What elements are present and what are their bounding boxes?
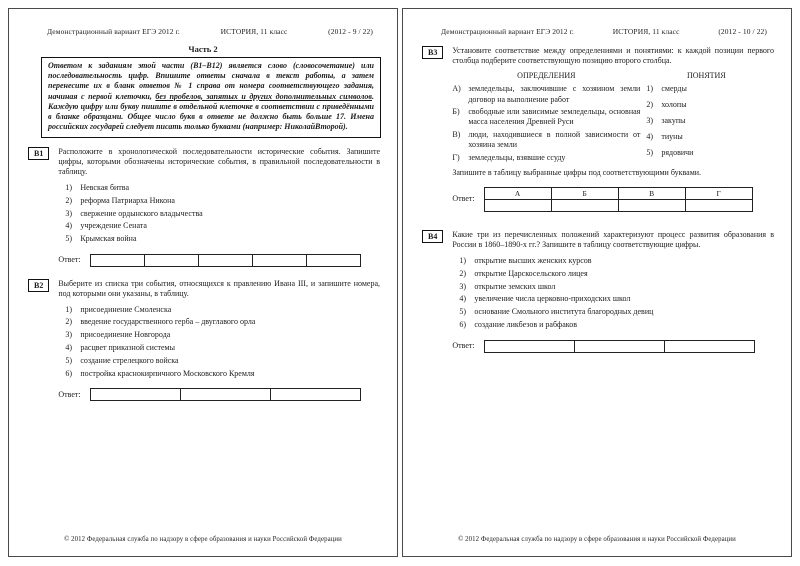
concept-text: закупы xyxy=(661,115,686,125)
option-item xyxy=(65,369,380,379)
answer-label: Ответ: xyxy=(58,255,81,265)
instructions-text-1: Ответом к заданиям этой части (В1–В12) является слово (словосочетание) или последовательность цифр. Впишите ответы сначала в текст работы, а затем перенесите их в бланк ответов № 1 справа от номера соответствующего задания, начиная с первой клеточки, xyxy=(48,61,374,101)
task-label-b4: В4 xyxy=(422,230,443,243)
option-number: 5) xyxy=(65,356,73,366)
answer-row-b1 xyxy=(58,254,380,267)
option-item xyxy=(65,234,380,244)
option-item xyxy=(65,343,380,353)
option-text: открытие высших женских курсов xyxy=(474,255,592,265)
task-label-b3: В3 xyxy=(422,46,443,59)
answer-cell xyxy=(484,200,551,212)
page-right xyxy=(402,8,792,557)
task-b2 xyxy=(9,279,397,402)
part-title: Часть 2 xyxy=(188,44,218,54)
definition-item xyxy=(452,130,640,151)
definition-text: земледельцы, взявшие ссуду xyxy=(468,152,566,162)
answer-table-b4 xyxy=(484,340,755,353)
concept-item xyxy=(646,116,774,126)
concept-item xyxy=(646,84,774,94)
answer-row-b3 xyxy=(452,187,774,212)
option-item xyxy=(65,305,380,315)
answer-row-b4 xyxy=(452,340,774,353)
concepts-list xyxy=(646,82,774,163)
option-item xyxy=(65,330,380,340)
option-item xyxy=(65,196,380,206)
answer-cell xyxy=(198,254,252,266)
match-columns xyxy=(452,82,774,163)
answer-header-cell: Г xyxy=(685,188,752,200)
answer-cell xyxy=(270,389,360,401)
option-text: свержение ордынского владычества xyxy=(80,208,203,218)
option-text: создание стрелецкого войска xyxy=(80,356,179,366)
option-text: Крымская война xyxy=(80,234,137,244)
option-text: увеличение числа церковно-приходских школ xyxy=(474,294,631,304)
concept-text: холопы xyxy=(661,100,687,110)
answer-label: Ответ: xyxy=(452,340,475,350)
answer-header-cell: А xyxy=(484,188,551,200)
instructions-underlined: без пробелов, запятых и других дополнительных символов xyxy=(155,91,372,101)
definition-letter: Г) xyxy=(452,152,460,162)
concept-number: 3) xyxy=(646,115,654,125)
task-b4-text: Какие три из перечисленных положений характеризуют процесс развития образования в России в 1860–1890-х гг.? Запишите в таблицу соответствующие цифры. xyxy=(452,230,774,250)
answer-header-cell: В xyxy=(618,188,685,200)
answer-cell xyxy=(574,340,664,352)
option-item xyxy=(65,183,380,193)
option-item xyxy=(65,356,380,366)
option-text: открытие Царскосельского лицея xyxy=(474,268,588,278)
option-number: 3) xyxy=(65,208,73,218)
definition-text: свободные или зависимые земледельцы, основная масса населения Древней Руси xyxy=(468,106,641,127)
concept-item xyxy=(646,148,774,158)
task-b1-options xyxy=(65,183,380,245)
concept-item xyxy=(646,132,774,142)
option-item xyxy=(459,320,774,330)
option-number: 1) xyxy=(65,182,73,192)
answer-cell xyxy=(664,340,754,352)
option-number: 2) xyxy=(65,317,73,327)
option-text: введение государственного герба – двуглавого орла xyxy=(80,317,256,327)
option-text: присоединение Новгорода xyxy=(80,330,171,340)
task-b2-options xyxy=(65,305,380,380)
option-text: основание Смольного института благородных девиц xyxy=(474,307,654,317)
task-label-b2: В2 xyxy=(28,279,49,292)
match-column-headers xyxy=(452,71,774,81)
definition-letter: Б) xyxy=(452,106,460,116)
concepts-header: ПОНЯТИЯ xyxy=(687,70,726,80)
variant-label: Демонстрационный вариант ЕГЭ 2012 г. xyxy=(47,27,180,36)
instructions-box xyxy=(41,57,381,138)
option-text: Невская битва xyxy=(80,182,130,192)
option-item xyxy=(65,317,380,327)
option-item xyxy=(459,294,774,304)
definition-text: земледельцы, заключившие с хозяином земли договор на выполнение работ xyxy=(468,84,641,104)
option-item xyxy=(65,221,380,231)
concept-text: смерды xyxy=(661,84,687,94)
definition-item xyxy=(452,84,640,105)
option-item xyxy=(459,269,774,279)
option-item xyxy=(459,307,774,317)
option-number: 2) xyxy=(65,195,73,205)
option-item xyxy=(459,256,774,266)
answer-table-b2 xyxy=(90,388,361,401)
concept-number: 5) xyxy=(646,147,654,157)
answer-cell xyxy=(180,389,270,401)
subject-label: ИСТОРИЯ, 11 класс xyxy=(612,27,680,36)
concept-number: 2) xyxy=(646,100,654,110)
task-b1 xyxy=(9,147,397,267)
answer-cell xyxy=(551,200,618,212)
option-text: создание ликбезов и рабфаков xyxy=(474,320,578,330)
option-text: открытие земских школ xyxy=(474,281,556,291)
answer-cell xyxy=(306,254,360,266)
option-number: 5) xyxy=(459,307,467,317)
task-b3-post-text: Запишите в таблицу выбранные цифры под соответствующими буквами. xyxy=(452,167,702,177)
option-text: учреждение Сената xyxy=(80,221,147,231)
answer-cell xyxy=(618,200,685,212)
task-b3-text: Установите соответствие между определениями и понятиями: к каждой позиции первого столбца подберите соответствующую позицию второго столбца. xyxy=(452,46,774,66)
option-number: 5) xyxy=(65,234,73,244)
definition-text: люди, находившиеся в полной зависимости от хозяина земли xyxy=(468,129,641,150)
option-text: постройка краснокирпичного Московского Кремля xyxy=(80,369,255,378)
task-b4 xyxy=(403,230,791,353)
page-header xyxy=(47,27,373,36)
answer-cell xyxy=(484,340,574,352)
option-text: расцвет приказной системы xyxy=(80,343,175,353)
answer-cell xyxy=(252,254,306,266)
subject-label: ИСТОРИЯ, 11 класс xyxy=(220,27,288,36)
answer-table-b3 xyxy=(484,187,753,212)
task-b2-text: Выберите из списка три события, относящихся к правлению Ивана III, и запишите номера, под которыми они указаны, в таблицу. xyxy=(58,278,380,299)
variant-label: Демонстрационный вариант ЕГЭ 2012 г. xyxy=(441,27,574,36)
answer-label: Ответ: xyxy=(452,194,475,204)
answer-cell xyxy=(685,200,752,212)
page-number-label: (2012 - 9 / 22) xyxy=(328,27,373,36)
option-number: 6) xyxy=(459,320,467,330)
answer-header-cell: Б xyxy=(551,188,618,200)
definition-letter: В) xyxy=(452,129,461,139)
task-b3 xyxy=(403,46,791,212)
option-number: 6) xyxy=(65,369,73,378)
definition-letter: А) xyxy=(452,84,461,94)
instructions-text-2: . Каждую цифру или букву пишите в отдельной клеточке в соответствии с приведёнными в бланке образцами. Общее число букв в ответе не должно быть больше 17. Имена российских государей следует писать только буквами (например: НиколайВторой). xyxy=(48,91,374,132)
option-number: 1) xyxy=(65,304,73,314)
definitions-list xyxy=(452,82,640,163)
option-item xyxy=(459,282,774,292)
copyright-footer: © 2012 Федеральная служба по надзору в сфере образования и науки Российской Федерации xyxy=(458,536,736,543)
option-item xyxy=(65,209,380,219)
answer-cell xyxy=(144,254,198,266)
page-left xyxy=(8,8,398,557)
definition-item xyxy=(452,153,640,163)
concept-number: 1) xyxy=(646,84,654,94)
concept-text: рядовичи xyxy=(661,147,694,157)
option-number: 4) xyxy=(65,221,73,231)
option-number: 3) xyxy=(459,281,467,291)
copyright-footer: © 2012 Федеральная служба по надзору в сфере образования и науки Российской Федерации xyxy=(64,536,342,543)
answer-label: Ответ: xyxy=(58,389,81,399)
option-number: 2) xyxy=(459,268,467,278)
task-label-b1: В1 xyxy=(28,147,49,160)
option-number: 1) xyxy=(459,255,467,265)
option-text: присоединение Смоленска xyxy=(80,304,172,314)
page-header xyxy=(441,27,767,36)
option-text: реформа Патриарха Никона xyxy=(80,195,175,205)
option-number: 4) xyxy=(459,294,467,304)
concept-item xyxy=(646,100,774,110)
page-number-label: (2012 - 10 / 22) xyxy=(718,27,767,36)
answer-table-b1 xyxy=(90,254,361,267)
definitions-header: ОПРЕДЕЛЕНИЯ xyxy=(517,70,576,80)
concept-text: тиуны xyxy=(661,131,683,141)
answer-cell xyxy=(90,389,180,401)
option-number: 4) xyxy=(65,343,73,353)
answer-row-b2 xyxy=(58,388,380,401)
option-number: 3) xyxy=(65,330,73,340)
definition-item xyxy=(452,107,640,128)
answer-cell xyxy=(90,254,144,266)
task-b4-options xyxy=(459,256,774,331)
concept-number: 4) xyxy=(646,131,654,141)
task-b1-text: Расположите в хронологической последовательности исторические события. Запишите цифры, которыми обозначены исторические события, в правильной последовательности в таблицу. xyxy=(58,146,380,177)
